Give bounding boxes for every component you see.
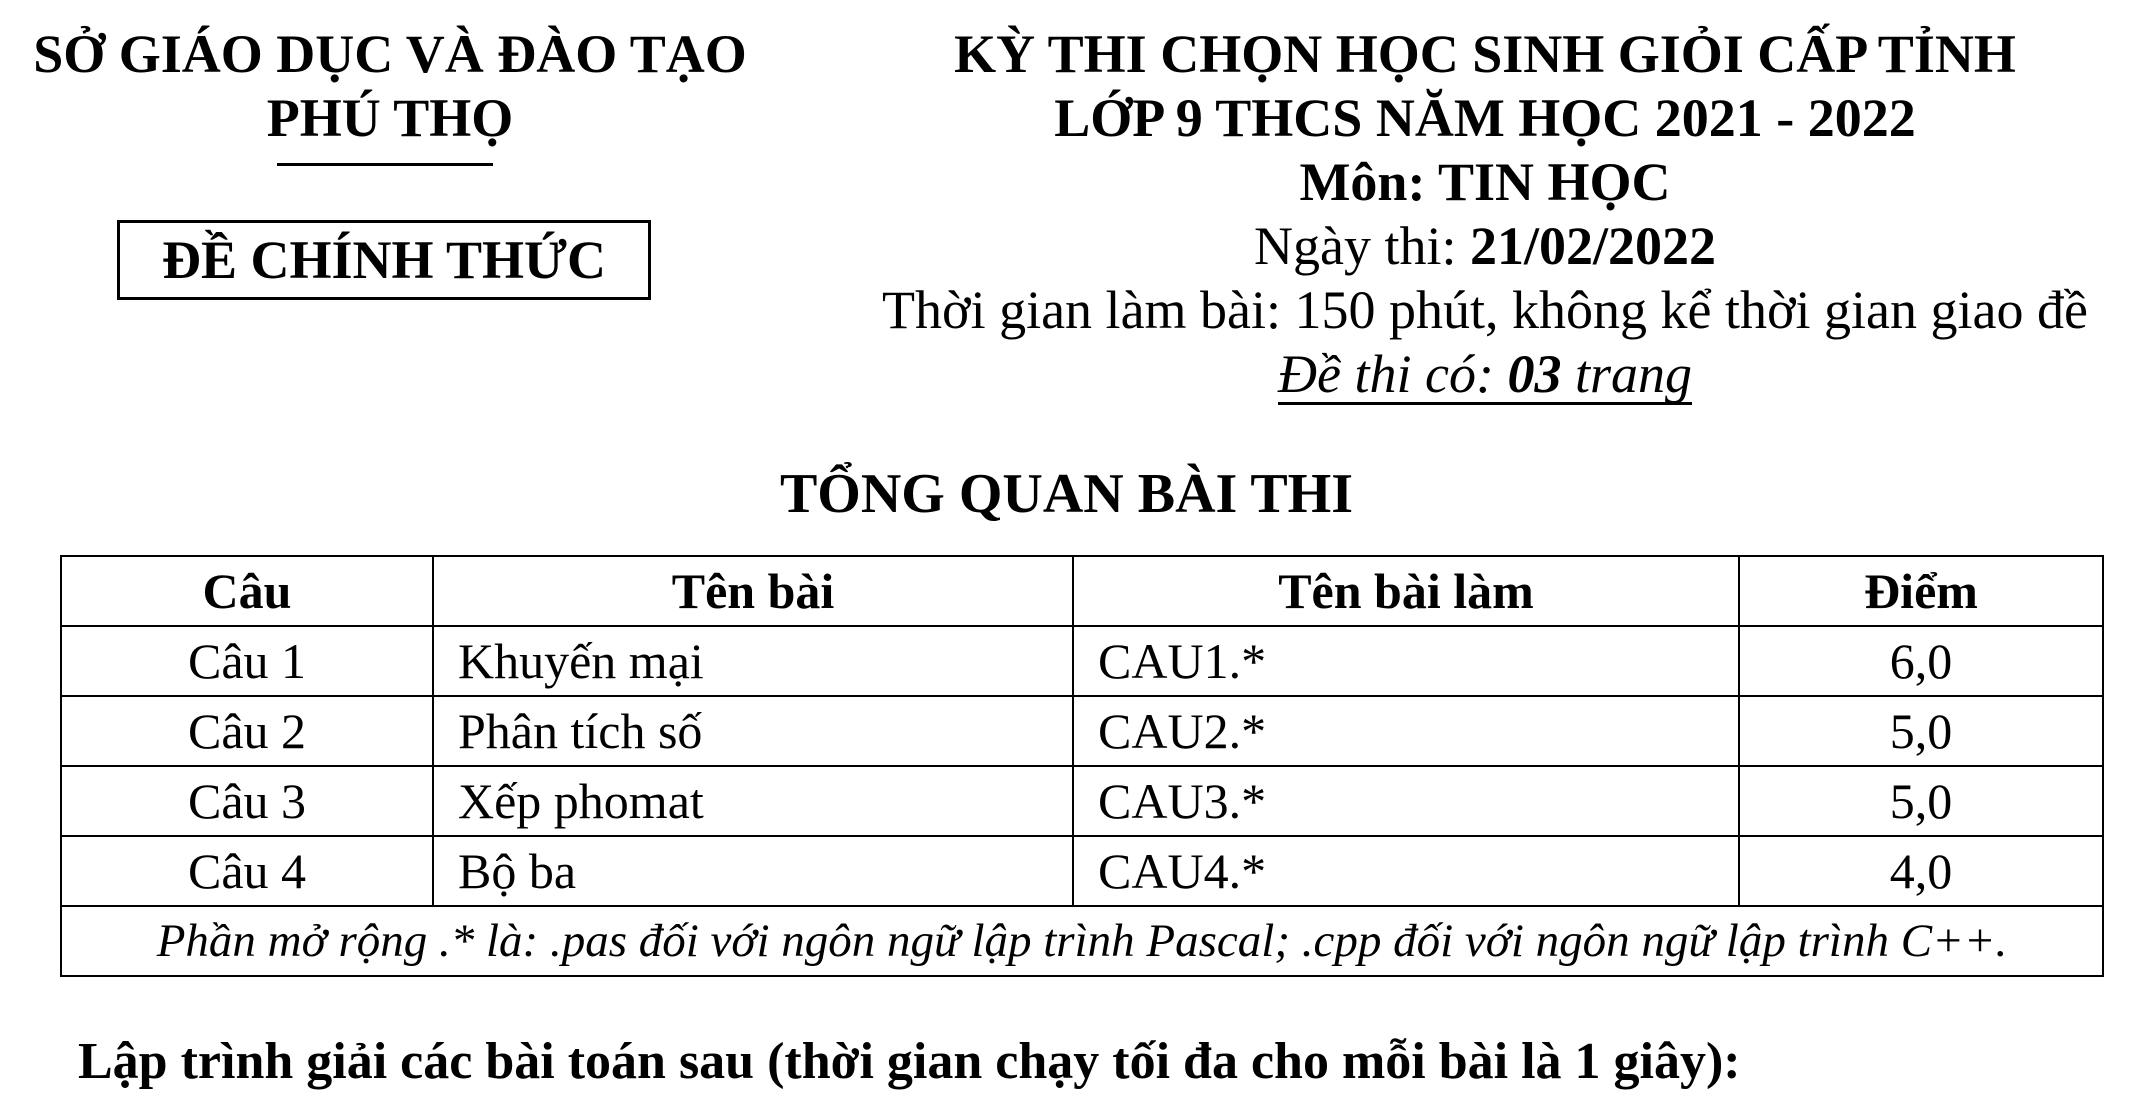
question-cell: Câu 3 bbox=[61, 766, 433, 836]
official-exam-label: ĐỀ CHÍNH THỨC bbox=[161, 230, 607, 290]
exam-header bbox=[870, 22, 2100, 406]
table-note-row bbox=[61, 906, 2103, 976]
column-header-file-name: Tên bài làm bbox=[1073, 556, 1739, 626]
exam-date bbox=[870, 214, 2100, 278]
official-exam-badge bbox=[117, 220, 651, 300]
problem-name-cell: Bộ ba bbox=[433, 836, 1073, 906]
table-row bbox=[61, 696, 2103, 766]
problem-name-cell: Khuyến mại bbox=[433, 626, 1073, 696]
file-name-cell: CAU1.* bbox=[1073, 626, 1739, 696]
table-row bbox=[61, 626, 2103, 696]
score-cell: 6,0 bbox=[1739, 626, 2103, 696]
file-name-cell: CAU4.* bbox=[1073, 836, 1739, 906]
overview-title: TỔNG QUAN BÀI THI bbox=[779, 463, 1354, 525]
column-header-score: Điểm bbox=[1739, 556, 2103, 626]
department-name: SỞ GIÁO DỤC VÀ ĐÀO TẠO bbox=[33, 24, 747, 84]
file-extension-note: Phần mở rộng .* là: .pas đối với ngôn ngữ lập trình Pascal; .cpp đối với ngôn ngữ lập trình C++. bbox=[61, 906, 2103, 976]
subject-value: TIN HỌC bbox=[1437, 152, 1671, 212]
column-header-question: Câu bbox=[61, 556, 433, 626]
exam-subject bbox=[870, 150, 2100, 214]
date-label: Ngày thi: bbox=[1254, 216, 1470, 276]
pages-prefix: Đề thi có: bbox=[1278, 344, 1508, 404]
instruction-text: Lập trình giải các bài toán sau (thời gian chạy tối đa cho mỗi bài là 1 giây): bbox=[78, 1033, 1741, 1090]
table-row bbox=[61, 766, 2103, 836]
province-name: PHÚ THỌ bbox=[266, 88, 514, 148]
exam-pages bbox=[1278, 346, 1692, 405]
exam-duration: Thời gian làm bài: 150 phút, không kể thời gian giao đề bbox=[882, 280, 2088, 340]
question-cell: Câu 1 bbox=[61, 626, 433, 696]
file-name-cell: CAU3.* bbox=[1073, 766, 1739, 836]
score-cell: 5,0 bbox=[1739, 696, 2103, 766]
header-underline bbox=[277, 163, 493, 166]
overview-table bbox=[60, 555, 2104, 977]
department-header bbox=[0, 22, 780, 150]
pages-count: 03 bbox=[1507, 344, 1562, 404]
problem-name-cell: Phân tích số bbox=[433, 696, 1073, 766]
column-header-problem-name: Tên bài bbox=[433, 556, 1073, 626]
exam-subtitle: LỚP 9 THCS NĂM HỌC 2021 - 2022 bbox=[1054, 88, 1916, 148]
file-name-cell: CAU2.* bbox=[1073, 696, 1739, 766]
table-row bbox=[61, 836, 2103, 906]
question-cell: Câu 4 bbox=[61, 836, 433, 906]
exam-pages-row bbox=[870, 342, 2100, 406]
problem-name-cell: Xếp phomat bbox=[433, 766, 1073, 836]
score-cell: 4,0 bbox=[1739, 836, 2103, 906]
score-cell: 5,0 bbox=[1739, 766, 2103, 836]
exam-title: KỲ THI CHỌN HỌC SINH GIỎI CẤP TỈNH bbox=[954, 24, 2016, 84]
question-cell: Câu 2 bbox=[61, 696, 433, 766]
subject-label: Môn: bbox=[1299, 152, 1438, 212]
pages-suffix: trang bbox=[1561, 344, 1692, 404]
date-value: 21/02/2022 bbox=[1469, 216, 1716, 276]
table-header-row bbox=[61, 556, 2103, 626]
